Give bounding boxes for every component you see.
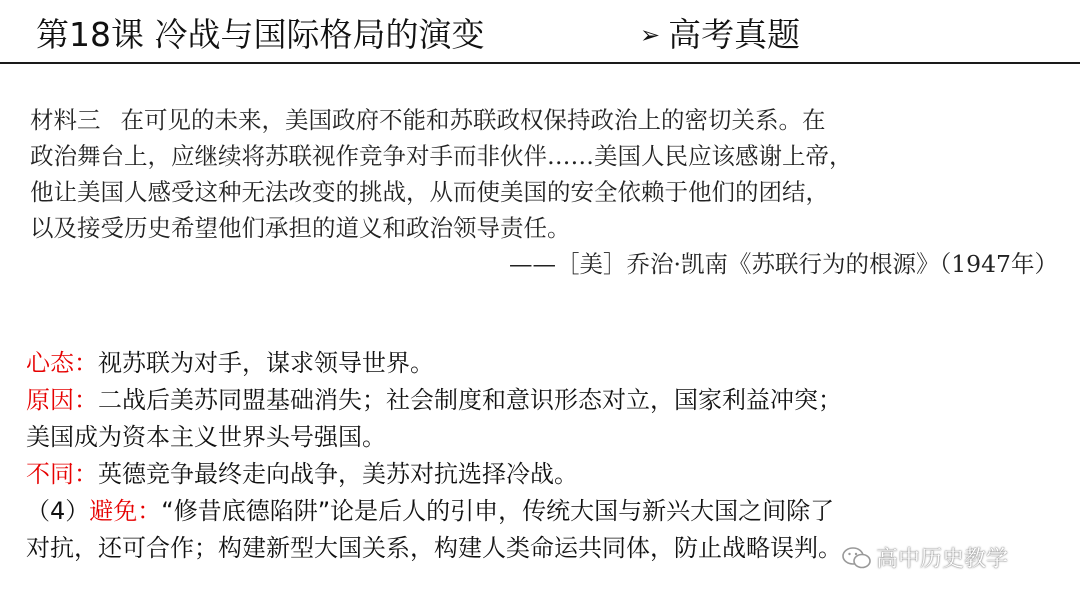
mentality-text: 视苏联为对手，谋求领导世界。: [98, 349, 434, 377]
avoid-label: 避免：: [89, 497, 162, 525]
section-subtitle: [640, 10, 800, 60]
watermark-text: 高中历史教学: [876, 547, 1009, 572]
difference-label: 不同：: [26, 460, 98, 488]
header-divider: [0, 62, 1080, 64]
material-line-1: [30, 102, 1060, 138]
section-subtitle-text: 高考真题: [668, 15, 801, 54]
material-line-3: 他让美国人感受这种无法改变的挑战，从而使美国的安全依赖于他们的团结，: [30, 178, 829, 206]
wechat-icon: [842, 546, 872, 579]
material-citation: ——［美］乔治·凯南《苏联行为的根源》（1947年）: [508, 250, 1058, 278]
arrow-icon: ➢: [640, 21, 661, 49]
avoid-line: [26, 493, 1066, 530]
reason-line: [26, 382, 1066, 419]
mentality-line: [26, 345, 1066, 382]
avoid-prefix: （4）: [26, 497, 90, 525]
avoid-line-cont: 对抗，还可合作；构建新型大国关系，构建人类命运共同体，防止战略误判。: [26, 534, 842, 562]
watermark: [842, 545, 1008, 579]
answer-analysis: [26, 345, 1066, 567]
difference-line: [26, 456, 1066, 493]
material-label: 材料三: [30, 106, 101, 134]
page-title: 第18课 冷战与国际格局的演变: [36, 15, 485, 54]
mentality-label: 心态：: [26, 349, 98, 377]
source-material: [30, 102, 1060, 282]
material-line-4: 以及接受历史希望他们承担的道义和政治领导责任。: [30, 214, 571, 242]
material-text: 在可见的未来，美国政府不能和苏联政权保持政治上的密切关系。在: [120, 106, 826, 134]
material-line-2: 政治舞台上，应继续将苏联视作竞争对手而非伙伴……美国人民应该感谢上帝，: [30, 142, 853, 170]
reason-line-cont: 美国成为资本主义世界头号强国。: [26, 423, 386, 451]
reason-label: 原因：: [26, 386, 98, 414]
difference-text: 英德竞争最终走向战争，美苏对抗选择冷战。: [98, 460, 578, 488]
avoid-text: “修昔底德陷阱”论是后人的引申，传统大国与新兴大国之间除了: [161, 497, 835, 525]
reason-text: 二战后美苏同盟基础消失；社会制度和意识形态对立，国家利益冲突；: [98, 386, 842, 414]
